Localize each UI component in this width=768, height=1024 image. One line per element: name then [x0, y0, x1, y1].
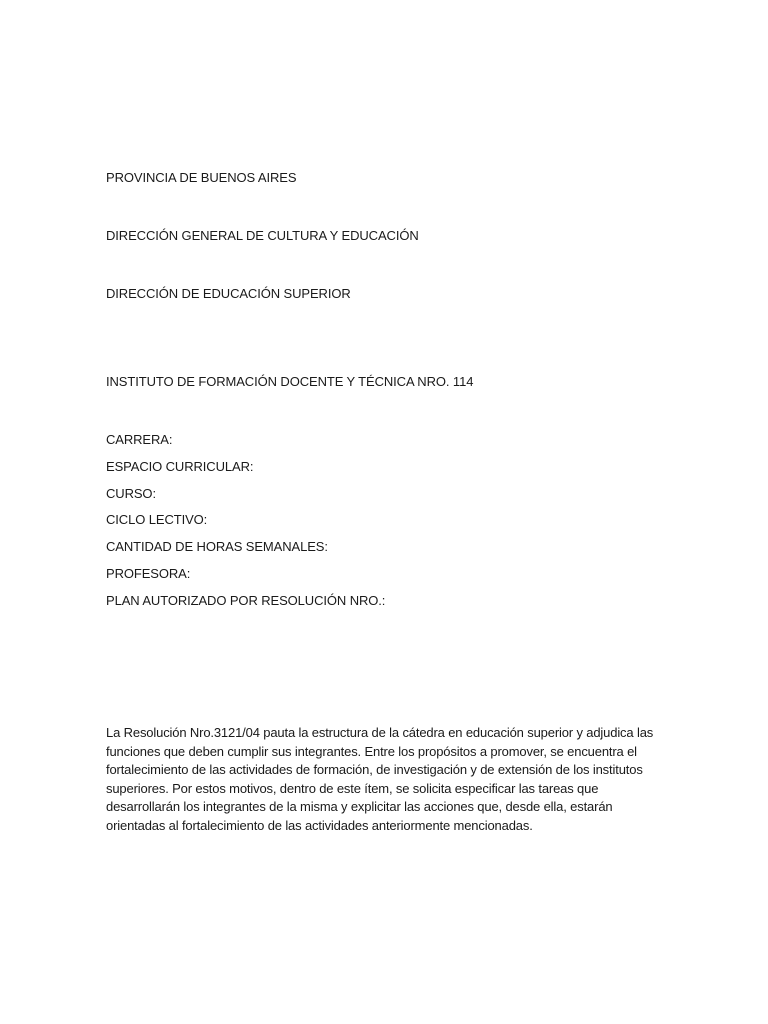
general-directorate-heading: DIRECCIÓN GENERAL DE CULTURA Y EDUCACIÓN	[106, 228, 419, 243]
paragraph-line: fortalecimiento de las actividades de formación, de investigación y de extensión de los institutos	[106, 762, 643, 777]
field-carrera: CARRERA:	[106, 432, 173, 447]
paragraph-line: orientadas al fortalecimiento de las actividades anteriormente mencionadas.	[106, 817, 533, 833]
paragraph-line: desarrollarán los integrantes de la misma y explicitar las acciones que, desde ella, estarán	[106, 799, 613, 814]
paragraph-line: superiores. Por estos motivos, dentro de este ítem, se solicita especificar las tareas que	[106, 780, 599, 796]
field-espacio-curricular: ESPACIO CURRICULAR:	[106, 459, 254, 474]
field-ciclo-lectivo: CICLO LECTIVO:	[106, 512, 208, 527]
paragraph-line: La Resolución Nro.3121/04 pauta la estructura de la cátedra en educación superior y adjudica las	[106, 725, 654, 740]
field-curso: CURSO:	[106, 486, 156, 501]
province-heading: PROVINCIA DE BUENOS AIRES	[106, 170, 297, 185]
field-horas-semanales: CANTIDAD DE HORAS SEMANALES:	[106, 539, 328, 554]
field-profesora: PROFESORA:	[106, 566, 191, 581]
higher-education-directorate-heading: DIRECCIÓN DE EDUCACIÓN SUPERIOR	[106, 286, 351, 301]
institute-heading: INSTITUTO DE FORMACIÓN DOCENTE Y TÉCNICA NRO. 114	[106, 374, 474, 389]
field-plan-autorizado: PLAN AUTORIZADO POR RESOLUCIÓN NRO.:	[106, 593, 386, 608]
paragraph-line: funciones que deben cumplir sus integrantes. Entre los propósitos a promover, se encuentra el	[106, 743, 637, 759]
body-paragraph	[106, 724, 666, 835]
